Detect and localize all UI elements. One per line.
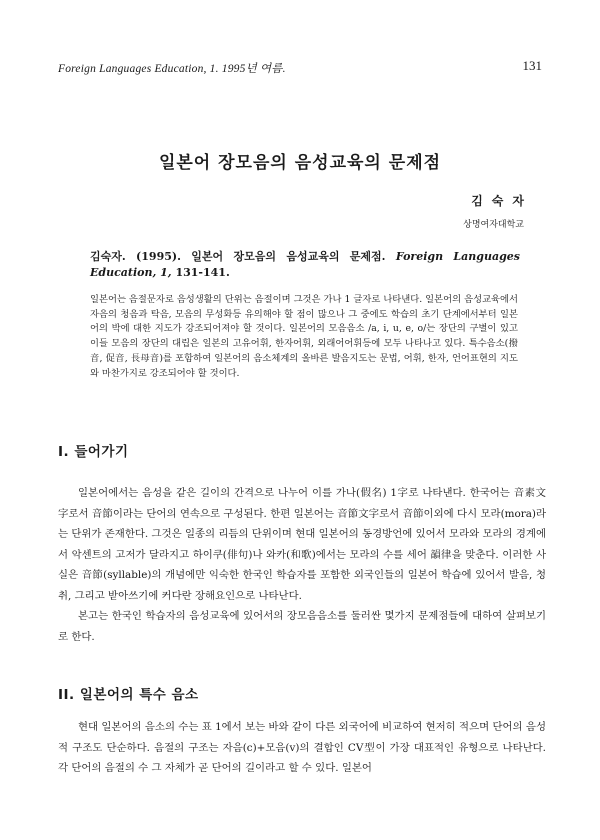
paragraph: 일본어에서는 음성을 같은 길이의 간격으로 나누어 이를 가나(假名) 1字로 나타낸다. 한국어는 音素文字로서 音節이라는 단어의 연속으로 구성된다. 한편 일본어는 音節文字로서 音節이외에 다시 모라(mora)라는 단위가 존재한다. 그것은 일종의 리듬의 단위이며 현대 일본어의 동경방언에 있어서 모라와 모라의 경계에서 악센트의 고저가 달라지고 하이쿠(俳句)나 와카(和歌)에서는 모라의 수를 세어 韻律을 맞춘다. 이러한 사실은 音節(syllable)의 개념에만 익숙한 한국인 학습자를 포함한 외국인들의 일본어 학습에 있어서 발음, 청취, 그리고 받아쓰기에 커다란 장해요인으로 나타난다. xyxy=(58,487,546,602)
citation-pages: 131-141. xyxy=(171,266,230,279)
abstract: 일본어는 음절문자로 음성생활의 단위는 음절이며 그것은 가나 1 글자로 나타낸다. 일본어의 음성교육에서 자음의 청음과 탁음, 모음의 무성화등 유의해야 할 점이 많으나 그 중에도 학습의 초기 단계에서부터 일본어의 박에 대한 지도가 강조되어져야 할 것이다. 일본어의 모음음소 /a, i, u, e, o/는 장단의 구별이 있고 이들 모음의 장단의 대립은 일본의 고유어휘, 한자어휘, 외래어어휘등에 모두 나타나고 있다. 특수음소(撥音, 促音, 長母音)를 포함하여 일본어의 음소체계의 올바른 발음지도는 문법, 어휘, 한자, 언어표현의 지도와 마찬가지로 강조되어야 할 것이다. xyxy=(90,294,518,379)
citation xyxy=(90,249,520,281)
running-header: Foreign Languages Education, 1. 1995년 여름. xyxy=(58,63,286,75)
citation-line2 xyxy=(90,265,520,281)
paragraph: 현대 일본어의 음소의 수는 표 1에서 보는 바와 같이 다른 외국어에 비교하여 현저히 적으며 단어의 음성적 구조도 단순하다. 음절의 구조는 자음(c)+모음(v)의 결합인 CV型이 가장 대표적인 유형으로 나타난다. 각 단어의 음절의 수 그 자체가 곧 단어의 길이라고 할 수 있다. 일본어 xyxy=(58,721,546,774)
paper-title: 일본어 장모음의 음성교육의 문제점 xyxy=(158,153,442,173)
section-heading-special-phonemes: II. 일본어의 특수 음소 xyxy=(58,687,199,703)
section-body-introduction xyxy=(58,483,546,647)
section-body-special-phonemes xyxy=(58,717,546,779)
author-affiliation: 상명여자대학교 xyxy=(463,220,524,230)
author-block xyxy=(463,192,533,230)
section-heading-introduction: I. 들어가기 xyxy=(58,444,129,460)
citation-journal-volume: Education, 1, xyxy=(90,266,172,279)
citation-main: 김숙자. (1995). 일본어 장모음의 음성교육의 문제점. xyxy=(90,250,386,263)
page-number: 131 xyxy=(522,58,542,73)
paragraph: 본고는 한국인 학습자의 음성교육에 있어서의 장모음음소를 둘러싼 몇가지 문제점들에 대하여 살펴보기로 한다. xyxy=(58,610,546,643)
citation-journal: Foreign Languages xyxy=(395,250,520,263)
author-name: 김숙자 xyxy=(471,194,533,208)
